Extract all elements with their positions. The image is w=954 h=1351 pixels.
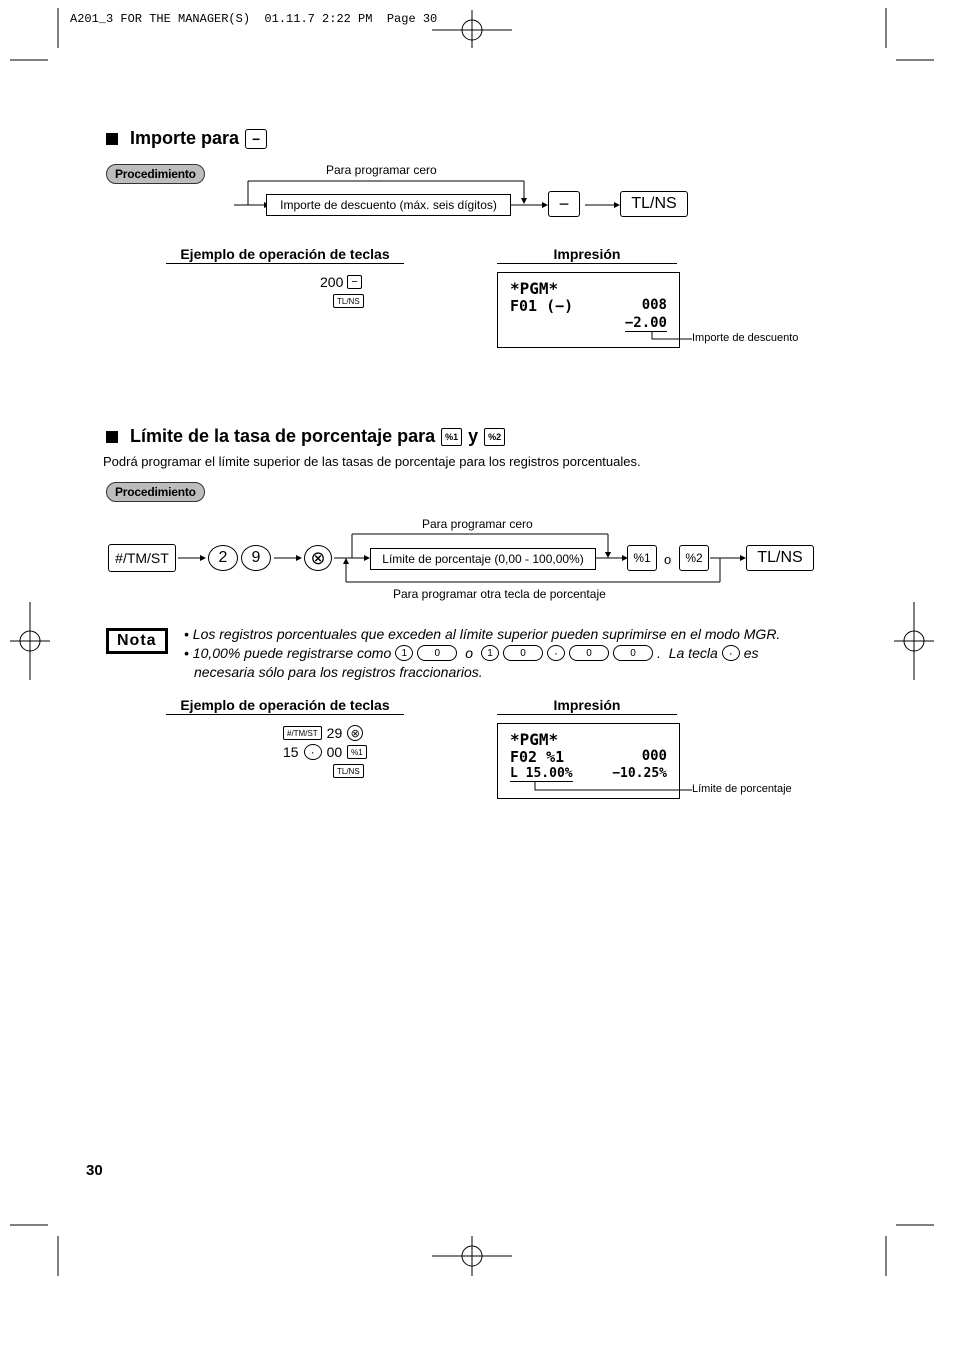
example-header-2: Ejemplo de operación de teclas <box>166 697 404 715</box>
other-key-label: Para programar otra tecla de porcentaje <box>393 587 606 601</box>
receipt2-line3-right: −10.25% <box>612 766 667 781</box>
key-0-icon: 0 <box>569 645 609 661</box>
section2-title-text: Límite de la tasa de porcentaje para <box>130 426 436 446</box>
example-header-1: Ejemplo de operación de teclas <box>166 246 404 264</box>
discount-callout: Importe de descuento <box>692 332 799 344</box>
tlns-key-2: TL/NS <box>746 545 814 571</box>
percent-limit-box: Límite de porcentaje (0,00 - 100,00%) <box>370 548 596 570</box>
tlns-key-small-2: TL/NS <box>333 764 364 778</box>
section2-description: Podrá programar el límite superior de las tasas de porcentaje para los registros porcentuales. <box>103 454 641 469</box>
multiply-key-icon: ⊗ <box>347 725 363 741</box>
decimal-key-icon: · <box>722 645 740 661</box>
decimal-key-icon: · <box>547 645 565 661</box>
tmst-key-icon: #/TM/ST <box>283 726 322 740</box>
example-value-00: 00 <box>326 744 343 760</box>
receipt1-line3-right: −2.00 <box>624 315 667 331</box>
example-value-29: 29 <box>326 725 343 741</box>
tlns-key-small-1: TL/NS <box>333 294 364 308</box>
minus-key: − <box>548 191 580 217</box>
nota-bullet-1: • Los registros porcentuales que exceden al límite superior pueden suprimirse en el modo MGR. <box>184 626 781 642</box>
nota-bullet-2-line2: necesaria sólo para los registros fraccionarios. <box>194 664 483 680</box>
print-header-1: Impresión <box>497 246 677 264</box>
bullet2-text-c: es <box>743 645 759 661</box>
example-value-15: 15 <box>283 744 299 760</box>
pct2-key: %2 <box>679 545 709 571</box>
key-1-icon: 1 <box>481 645 499 661</box>
digit-9-key: 9 <box>241 545 271 571</box>
bullet2-or: o <box>465 645 474 661</box>
key-0-icon: 0 <box>503 645 543 661</box>
minus-key-icon: − <box>245 129 267 149</box>
pct1-key: %1 <box>627 545 657 571</box>
receipt2-line3-left: L 15.00% <box>510 766 573 781</box>
zero-label-2: Para programar cero <box>422 517 533 531</box>
nota-label: Nota <box>108 630 166 652</box>
pct1-key-icon: %1 <box>441 428 462 446</box>
multiply-key: ⊗ <box>304 545 332 571</box>
or-label: o <box>664 552 672 567</box>
pct1-key-icon: %1 <box>347 745 367 759</box>
tlns-key-1: TL/NS <box>620 191 688 217</box>
procedure-badge-1: Procedimiento <box>106 164 205 184</box>
receipt2-line1: *PGM* <box>510 730 559 749</box>
print-header: A201_3 FOR THE MANAGER(S) 01.11.7 2:22 PM Page 30 <box>70 12 438 26</box>
percent-limit-callout: Límite de porcentaje <box>692 783 792 795</box>
key-0-icon: 0 <box>417 645 457 661</box>
pct2-key-icon: %2 <box>484 428 505 446</box>
key-0-icon: 0 <box>613 645 653 661</box>
receipt1-line2-left: F01 (−) <box>510 297 574 315</box>
digit-2-key: 2 <box>208 545 238 571</box>
example-value-200: 200 <box>320 274 344 290</box>
tmst-key: #/TM/ST <box>108 544 176 572</box>
section1-title-text: Importe para <box>130 128 240 148</box>
bullet2-text-a: • 10,00% puede registrarse como <box>184 645 392 661</box>
print-header-2: Impresión <box>497 697 677 715</box>
discount-amount-box: Importe de descuento (máx. seis dígitos) <box>266 194 511 216</box>
key-1-icon: 1 <box>395 645 413 661</box>
receipt1-line2-right: 008 <box>641 297 667 313</box>
bullet2-text-b: . La tecla <box>657 645 718 661</box>
zero-label-1: Para programar cero <box>326 163 437 177</box>
title-and: y <box>468 426 479 446</box>
procedure-badge-2: Procedimiento <box>106 482 205 502</box>
receipt1-line1: *PGM* <box>510 279 559 298</box>
decimal-key-icon: · <box>304 744 322 760</box>
receipt2-line2-left: F02 %1 <box>510 748 565 766</box>
minus-key-icon: − <box>347 275 361 289</box>
receipt2-line2-right: 000 <box>641 748 667 764</box>
page-number: 30 <box>86 1162 103 1179</box>
